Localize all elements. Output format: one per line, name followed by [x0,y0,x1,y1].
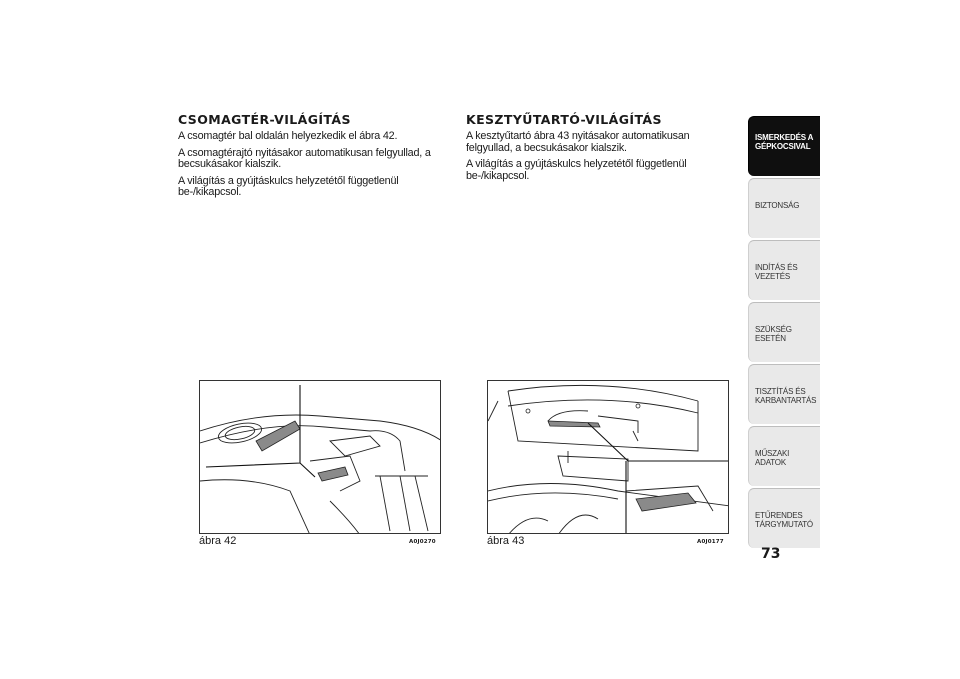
figure-code: A0J0177 [697,539,724,545]
trunk-light-illustration [200,381,441,534]
tab-label: INDÍTÁS ÉS VEZETÉS [755,263,798,281]
tab-label: KARBANTARTÁS [755,396,817,405]
tab-starting-driving[interactable] [748,240,820,300]
tab-emergency[interactable] [748,302,820,362]
figure-code: A0J0270 [409,539,436,545]
tab-label: BIZTONSÁG [755,201,800,210]
tab-index[interactable] [748,488,820,548]
paragraph: A kesztyűtartó ábra 43 nyitásakor automatikusan felgyullad, a becsukásakor kialszik. [466,130,690,154]
tab-label: ETŰRENDES [755,511,803,520]
tab-label: GÉPKOCSIVAL [755,142,811,151]
figure-glovebox-light [487,380,729,534]
paragraph: A csomagtérajtó nyitásakor automatikusan felgyullad, a becsukásakor kialszik. [178,146,431,170]
paragraph: A világítás a gyújtáskulcs helyzetétől függetlenül be-/kikapcsol. [466,158,687,182]
section-heading: KESZTYŰTARTÓ-VILÁGÍTÁS [466,112,662,127]
tab-label: TISZTÍTÁS ÉS [755,387,806,396]
figure-caption: ábra 43 [487,535,525,547]
tab-getting-to-know[interactable] [748,116,820,176]
paragraph: A csomagtér bal oldalán helyezkedik el ábra 42. [178,130,398,142]
tab-safety[interactable] [748,178,820,238]
page-number: 73 [761,546,781,562]
chapter-tabs [748,116,820,550]
section-trunk-light [178,112,440,204]
tab-label: MŰSZAKI ADATOK [755,449,790,467]
paragraph: A világítás a gyújtáskulcs helyzetétől függetlenül be-/kikapcsol. [178,174,399,198]
section-heading: CSOMAGTÉR-VILÁGÍTÁS [178,112,351,127]
tab-technical-data[interactable] [748,426,820,486]
tab-label: ISMERKEDÉS A [755,133,814,142]
glovebox-light-illustration [488,381,729,534]
figure-caption: ábra 42 [199,535,237,547]
tab-label: TÁRGYMUTATÓ [755,520,813,529]
section-glovebox-light [466,112,728,187]
tab-cleaning-maintenance[interactable] [748,364,820,424]
figure-trunk-light [199,380,441,534]
tab-label: SZÜKSÉG ESETÉN [755,325,792,343]
